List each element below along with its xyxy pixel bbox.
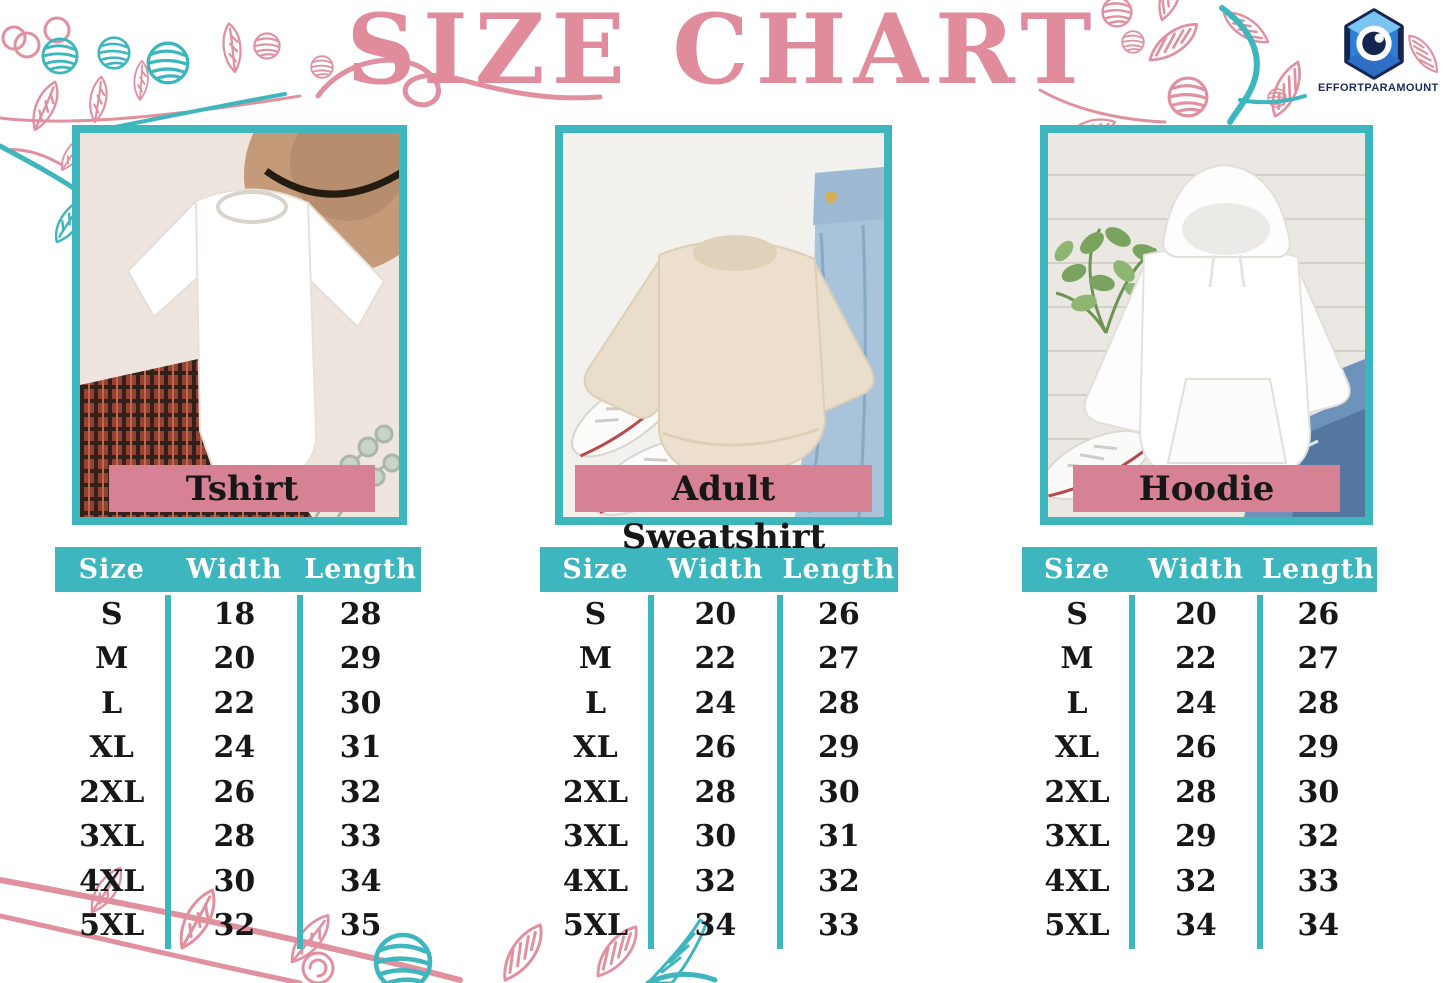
cell-size: S: [1066, 596, 1088, 632]
cell-width: 34: [694, 908, 737, 944]
table-row: [1022, 592, 1377, 637]
column-header-width: Width: [186, 554, 283, 585]
cell-length: 31: [339, 730, 382, 766]
cell-length: 32: [818, 863, 860, 899]
cell-width: 18: [213, 596, 256, 632]
cell-size: 2XL: [562, 774, 629, 810]
cell-width: 24: [1175, 685, 1217, 721]
size-table-hoodie: [1022, 547, 1377, 948]
table-row: [540, 726, 898, 771]
cell-length: 30: [818, 774, 860, 810]
cell-size: M: [1060, 641, 1094, 677]
table-row: [55, 904, 421, 949]
size-table-tshirt: [55, 547, 421, 948]
cell-length: 34: [339, 863, 382, 899]
cell-size: 5XL: [79, 908, 145, 944]
column-divider: [1257, 595, 1263, 949]
cell-width: 30: [213, 863, 256, 899]
table-row: [540, 815, 898, 860]
cell-size: 2XL: [79, 774, 145, 810]
column-divider: [297, 595, 303, 949]
cell-length: 28: [818, 685, 860, 721]
table-row: [1022, 770, 1377, 815]
cell-length: 29: [818, 730, 860, 766]
cell-width: 24: [694, 685, 737, 721]
cell-width: 32: [694, 863, 737, 899]
column-header-size: Size: [562, 554, 629, 585]
cell-size: L: [101, 685, 123, 721]
cell-length: 35: [339, 908, 382, 944]
column-header-length: Length: [1262, 554, 1375, 585]
table-row: [1022, 859, 1377, 904]
cell-size: XL: [1054, 730, 1100, 766]
cell-size: 5XL: [1044, 908, 1110, 944]
hoodie-illustration: [1048, 133, 1365, 517]
cell-size: 3XL: [562, 819, 629, 855]
size-table-adult-sweatshirt: [540, 547, 898, 948]
cell-length: 31: [818, 819, 860, 855]
column-header-width: Width: [667, 554, 764, 585]
column-divider: [165, 595, 171, 949]
cell-width: 20: [694, 596, 737, 632]
column-divider: [777, 595, 783, 949]
cell-width: 30: [694, 819, 737, 855]
cell-width: 26: [213, 774, 256, 810]
cell-width: 29: [1175, 819, 1217, 855]
table-row: [55, 637, 421, 682]
column-header-length: Length: [304, 554, 417, 585]
cell-length: 29: [1297, 730, 1340, 766]
cell-size: 4XL: [562, 863, 629, 899]
cell-width: 28: [1175, 774, 1217, 810]
table-row: [55, 726, 421, 771]
cell-width: 24: [213, 730, 256, 766]
cell-length: 32: [339, 774, 382, 810]
cell-length: 26: [1297, 596, 1340, 632]
cell-size: 4XL: [1044, 863, 1110, 899]
cell-length: 28: [339, 596, 382, 632]
cell-size: L: [584, 685, 607, 721]
table-row: [55, 770, 421, 815]
cell-size: 2XL: [1044, 774, 1110, 810]
cell-length: 27: [818, 641, 860, 677]
cell-length: 33: [339, 819, 382, 855]
product-label-tshirt: Tshirt: [109, 465, 375, 512]
cell-size: 3XL: [1044, 819, 1110, 855]
cell-width: 22: [213, 685, 256, 721]
cell-size: M: [578, 641, 613, 677]
cell-width: 22: [1175, 641, 1217, 677]
column-header-size: Size: [78, 554, 145, 585]
table-row: [55, 592, 421, 637]
table-row: [1022, 681, 1377, 726]
table-row: [55, 681, 421, 726]
cell-width: 26: [694, 730, 737, 766]
cell-size: L: [1066, 685, 1088, 721]
brand-name: EFFORTPARAMOUNT: [1318, 82, 1439, 94]
cell-width: 32: [1175, 863, 1217, 899]
column-header-length: Length: [782, 554, 896, 585]
cell-size: XL: [89, 730, 134, 766]
table-row: [55, 815, 421, 860]
cell-size: S: [100, 596, 123, 632]
table-header-row: [55, 547, 421, 592]
cell-length: 34: [1297, 908, 1340, 944]
cell-width: 26: [1175, 730, 1217, 766]
table-row: [540, 592, 898, 637]
table-row: [540, 904, 898, 949]
table-row: [1022, 904, 1377, 949]
table-row: [1022, 815, 1377, 860]
table-row: [1022, 726, 1377, 771]
table-row: [55, 859, 421, 904]
cell-length: 30: [339, 685, 382, 721]
cell-size: 5XL: [562, 908, 629, 944]
cell-length: 32: [1297, 819, 1340, 855]
cell-length: 27: [1297, 641, 1340, 677]
table-row: [540, 859, 898, 904]
column-divider: [648, 595, 654, 949]
column-header-size: Size: [1043, 554, 1111, 585]
cell-width: 34: [1175, 908, 1217, 944]
cell-size: 4XL: [79, 863, 145, 899]
cell-width: 28: [213, 819, 256, 855]
cell-width: 20: [213, 641, 256, 677]
cell-length: 30: [1297, 774, 1340, 810]
cell-size: XL: [573, 730, 618, 766]
table-row: [540, 681, 898, 726]
cell-length: 33: [818, 908, 860, 944]
cell-size: S: [584, 596, 607, 632]
table-header-row: [1022, 547, 1377, 592]
product-label-hoodie: Hoodie: [1073, 465, 1340, 512]
cell-width: 20: [1175, 596, 1217, 632]
cell-length: 29: [339, 641, 382, 677]
cell-width: 22: [694, 641, 737, 677]
hexagon-eye-logo-icon: [1341, 8, 1407, 80]
brand-logo: [1318, 8, 1439, 94]
cell-width: 32: [213, 908, 256, 944]
tshirt-illustration: [80, 133, 399, 517]
table-row: [540, 637, 898, 682]
table-row: [1022, 637, 1377, 682]
cell-length: 33: [1297, 863, 1340, 899]
cell-size: 3XL: [79, 819, 145, 855]
cell-length: 28: [1297, 685, 1340, 721]
column-header-width: Width: [1147, 554, 1244, 585]
table-row: [540, 770, 898, 815]
cell-length: 26: [818, 596, 860, 632]
column-divider: [1129, 595, 1135, 949]
cell-width: 28: [694, 774, 737, 810]
product-label-adult-sweatshirt: Adult Sweatshirt: [575, 465, 872, 512]
page-title: SIZE CHART: [346, 0, 1099, 106]
sweatshirt-illustration: [563, 133, 884, 517]
cell-size: M: [95, 641, 129, 677]
